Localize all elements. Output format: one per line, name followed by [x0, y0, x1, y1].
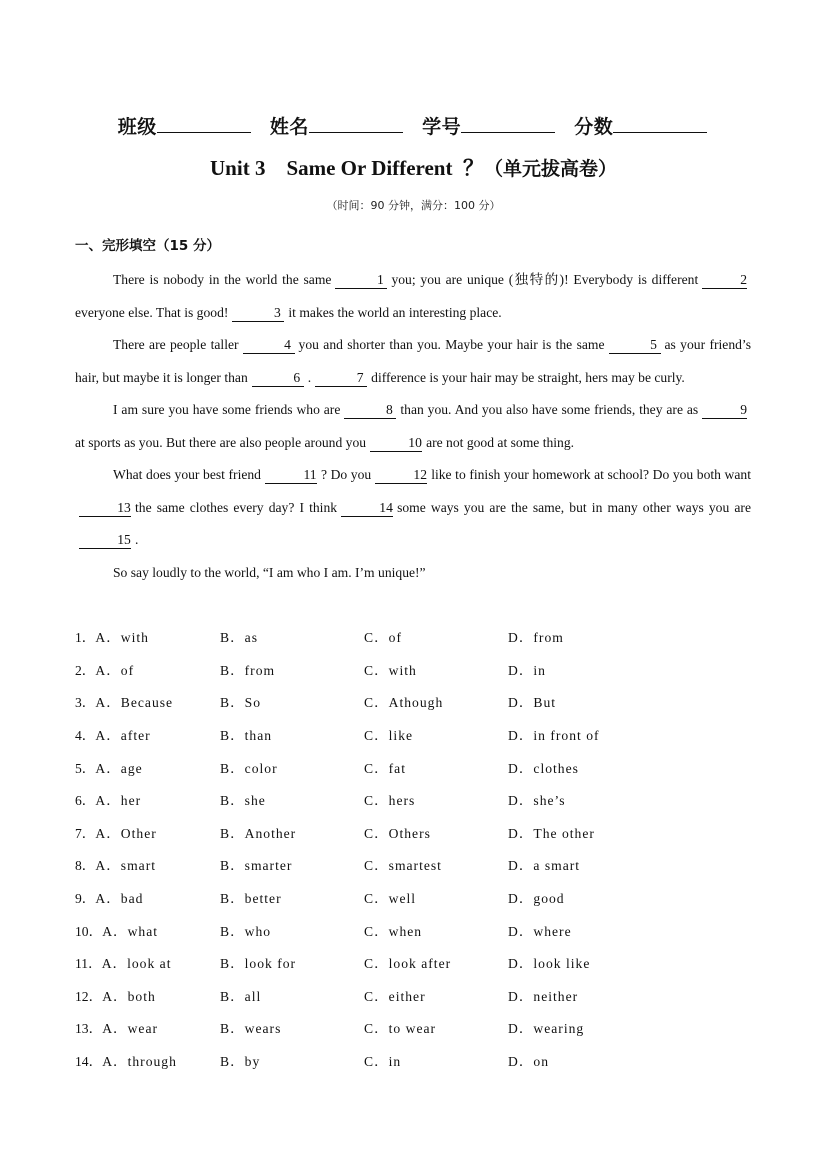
question-row: [75, 685, 755, 718]
option-c[interactable]: C．well: [364, 891, 417, 907]
option-c[interactable]: C．look after: [364, 956, 452, 972]
option-cell: [75, 854, 220, 874]
exam-time-info: （时间：90 分钟，满分：100 分）: [326, 199, 501, 212]
score-blank[interactable]: [613, 114, 707, 133]
question-row: [75, 979, 755, 1012]
option-cell: [220, 952, 364, 972]
text: ? Do you: [320, 467, 372, 482]
option-cell: [508, 952, 652, 972]
option-cell: [220, 822, 364, 842]
paragraph-2: [75, 329, 751, 394]
gap-13: 13: [79, 500, 131, 517]
question-row: [75, 718, 755, 751]
gap-12: 12: [375, 467, 427, 484]
text: So say loudly to the world, “I am who I am. I’m unique!”: [113, 564, 426, 580]
option-cell: [364, 1017, 508, 1037]
option-cell: [75, 985, 220, 1005]
option-c[interactable]: C．smartest: [364, 858, 442, 874]
option-cell: [364, 757, 508, 777]
option-b[interactable]: B．So: [220, 695, 262, 711]
question-number: 9．: [75, 891, 96, 907]
option-c[interactable]: C．either: [364, 988, 426, 1004]
option-d[interactable]: D．on: [508, 1054, 550, 1070]
option-c[interactable]: C．in: [364, 1054, 402, 1070]
option-cell: [220, 626, 364, 646]
question-options: [75, 620, 755, 1076]
option-d[interactable]: D．neither: [508, 988, 579, 1004]
option-cell: [364, 691, 508, 711]
option-cell: [220, 920, 364, 940]
option-a[interactable]: A．smart: [95, 858, 157, 874]
option-d[interactable]: D．where: [508, 923, 572, 939]
option-cell: [220, 659, 364, 679]
gap-8: 8: [344, 402, 396, 419]
text: .: [307, 369, 312, 385]
text: than you. And you also have some friends, they are as: [400, 402, 699, 417]
option-c[interactable]: C．with: [364, 662, 417, 678]
text: I am sure you have some friends who are: [113, 402, 341, 417]
option-cell: [220, 1050, 364, 1070]
option-a[interactable]: A．of: [95, 662, 135, 678]
option-c[interactable]: C．fat: [364, 760, 406, 776]
title-english: Unit 3 Same Or Different ？: [210, 156, 484, 180]
question-row: [75, 1044, 755, 1077]
option-cell: [508, 626, 652, 646]
option-b[interactable]: B．who: [220, 923, 272, 939]
option-cell: [75, 757, 220, 777]
option-d[interactable]: D．from: [508, 630, 564, 646]
question-row: [75, 881, 755, 914]
option-cell: [220, 854, 364, 874]
gap-14: 14: [341, 500, 393, 517]
option-cell: [508, 920, 652, 940]
option-c[interactable]: C．Athough: [364, 695, 444, 711]
option-cell: [508, 1050, 652, 1070]
question-row: [75, 1011, 755, 1044]
option-cell: [364, 626, 508, 646]
option-cell: [75, 691, 220, 711]
option-c[interactable]: C．when: [364, 923, 423, 939]
option-cell: [75, 789, 220, 809]
option-cell: [220, 724, 364, 744]
question-number: 7．: [75, 825, 96, 841]
student-info-header: [0, 112, 827, 139]
text: the same clothes every day? I think: [135, 499, 338, 515]
gap-9: 9: [702, 402, 747, 419]
option-cell: [220, 1017, 364, 1037]
paragraph-3: [75, 394, 751, 459]
question-row: [75, 783, 755, 816]
name-blank[interactable]: [309, 114, 403, 133]
option-cell: [508, 659, 652, 679]
option-c[interactable]: C．to wear: [364, 1021, 437, 1037]
option-b[interactable]: B．Another: [220, 825, 297, 841]
section-heading: 一、完形填空（15 分）: [75, 238, 220, 254]
question-row: [75, 653, 755, 686]
question-row: [75, 848, 755, 881]
option-a[interactable]: A．look at: [101, 956, 172, 972]
option-d[interactable]: D．wearing: [508, 1021, 585, 1037]
option-b[interactable]: B．all: [220, 988, 262, 1004]
option-cell: [220, 887, 364, 907]
option-cell: [508, 887, 652, 907]
option-a[interactable]: A．after: [95, 728, 151, 744]
option-b[interactable]: B．better: [220, 891, 282, 907]
option-cell: [508, 822, 652, 842]
gap-15: 15: [79, 532, 131, 549]
question-number: 3．: [75, 695, 96, 711]
text: There are people taller: [113, 337, 239, 352]
option-b[interactable]: B．by: [220, 1054, 261, 1070]
option-a[interactable]: A．Other: [95, 825, 157, 841]
option-b[interactable]: B．as: [220, 630, 258, 646]
question-row: [75, 750, 755, 783]
option-a[interactable]: A．what: [102, 923, 159, 939]
text: What does your best friend: [113, 467, 261, 482]
option-cell: [364, 887, 508, 907]
option-cell: [508, 854, 652, 874]
question-number: 13．: [75, 1021, 103, 1037]
text: as your friend’s hair, but maybe it is longer than: [75, 337, 751, 385]
text: like to finish your homework at school? Do you both want: [431, 467, 751, 482]
gap-7: 7: [315, 370, 367, 387]
paragraph-4: [75, 459, 751, 557]
option-cell: [75, 626, 220, 646]
option-d[interactable]: D．But: [508, 695, 557, 711]
option-d[interactable]: D．in: [508, 662, 546, 678]
class-label: 班级: [117, 116, 157, 138]
option-a[interactable]: A．bad: [95, 891, 144, 907]
option-cell: [364, 822, 508, 842]
gap-5: 5: [609, 337, 661, 354]
gap-3: 3: [232, 305, 284, 322]
question-number: 4．: [75, 728, 96, 744]
option-b[interactable]: B．from: [220, 662, 276, 678]
question-number: 6．: [75, 793, 96, 809]
option-c[interactable]: C．of: [364, 630, 402, 646]
option-cell: [364, 1050, 508, 1070]
question-number: 10．: [75, 923, 103, 939]
text: There is nobody in the world the same: [113, 272, 332, 287]
option-cell: [364, 985, 508, 1005]
option-cell: [364, 789, 508, 809]
option-d[interactable]: D．a smart: [508, 858, 581, 874]
option-cell: [364, 920, 508, 940]
paragraph-1: [75, 264, 751, 329]
question-number: 12．: [75, 988, 103, 1004]
question-number: 14．: [75, 1054, 103, 1070]
question-row: [75, 816, 755, 849]
option-d[interactable]: D．clothes: [508, 760, 579, 776]
option-a[interactable]: A．through: [102, 1054, 177, 1070]
text: you and shorter than you. Maybe your hair is the same: [298, 337, 605, 352]
option-cell: [75, 659, 220, 679]
option-a[interactable]: A．both: [102, 988, 156, 1004]
option-a[interactable]: A．age: [95, 760, 143, 776]
paragraph-5: [75, 557, 751, 590]
score-label: 分数: [574, 116, 614, 138]
option-cell: [220, 757, 364, 777]
option-b[interactable]: B．she: [220, 793, 266, 809]
option-d[interactable]: D．in front of: [508, 728, 600, 744]
option-d[interactable]: D．The other: [508, 825, 595, 841]
option-b[interactable]: B．look for: [220, 956, 297, 972]
option-cell: [220, 985, 364, 1005]
question-number: 8．: [75, 858, 96, 874]
option-a[interactable]: A．Because: [95, 695, 174, 711]
option-cell: [508, 724, 652, 744]
option-b[interactable]: B．wears: [220, 1021, 282, 1037]
option-cell: [75, 1017, 220, 1037]
option-b[interactable]: B．than: [220, 728, 273, 744]
option-a[interactable]: A．her: [95, 793, 142, 809]
class-blank[interactable]: [157, 114, 251, 133]
option-cell: [364, 724, 508, 744]
question-number: 11．: [75, 956, 102, 972]
option-cell: [75, 887, 220, 907]
text: some ways you are the same, but in many other ways you are: [397, 499, 751, 515]
text: you; you are unique (独特的)! Everybody is different: [391, 272, 699, 287]
gap-11: 11: [265, 467, 317, 484]
option-b[interactable]: B．smarter: [220, 858, 293, 874]
option-c[interactable]: C．Others: [364, 825, 431, 841]
option-cell: [508, 985, 652, 1005]
option-cell: [508, 757, 652, 777]
option-c[interactable]: C．like: [364, 728, 414, 744]
cloze-passage: [75, 264, 751, 589]
question-number: 1．: [75, 630, 96, 646]
option-cell: [75, 1050, 220, 1070]
option-a[interactable]: A．with: [95, 630, 149, 646]
option-cell: [220, 691, 364, 711]
page-title: [0, 152, 827, 182]
text: .: [135, 532, 139, 547]
gap-2: 2: [702, 272, 747, 289]
option-a[interactable]: A．wear: [102, 1021, 159, 1037]
option-cell: [75, 822, 220, 842]
question-number: 2．: [75, 662, 96, 678]
option-b[interactable]: B．color: [220, 760, 278, 776]
option-cell: [508, 1017, 652, 1037]
question-row: [75, 946, 755, 979]
option-c[interactable]: C．hers: [364, 793, 416, 809]
text: it makes the world an interesting place.: [288, 304, 502, 320]
gap-4: 4: [243, 337, 295, 354]
gap-10: 10: [370, 435, 422, 452]
option-cell: [508, 691, 652, 711]
text: difference is your hair may be straight, hers may be curly.: [371, 369, 685, 385]
question-row: [75, 913, 755, 946]
question-number: 5．: [75, 760, 96, 776]
text: at sports as you. But there are also people around you: [75, 434, 367, 450]
text: are not good at some thing.: [426, 434, 575, 450]
title-chinese: （单元拔高卷）: [483, 158, 617, 180]
option-d[interactable]: D．look like: [508, 956, 591, 972]
option-cell: [75, 920, 220, 940]
option-cell: [220, 789, 364, 809]
option-cell: [75, 952, 220, 972]
question-row: [75, 620, 755, 653]
option-cell: [364, 659, 508, 679]
name-label: 姓名: [269, 116, 309, 138]
option-d[interactable]: D．good: [508, 891, 565, 907]
id-label: 学号: [422, 116, 462, 138]
id-blank[interactable]: [461, 114, 555, 133]
option-cell: [364, 952, 508, 972]
option-cell: [364, 854, 508, 874]
gap-1: 1: [335, 272, 387, 289]
option-d[interactable]: D．she’s: [508, 793, 566, 809]
option-cell: [75, 724, 220, 744]
gap-6: 6: [252, 370, 304, 387]
text: everyone else. That is good!: [75, 304, 229, 320]
option-cell: [508, 789, 652, 809]
